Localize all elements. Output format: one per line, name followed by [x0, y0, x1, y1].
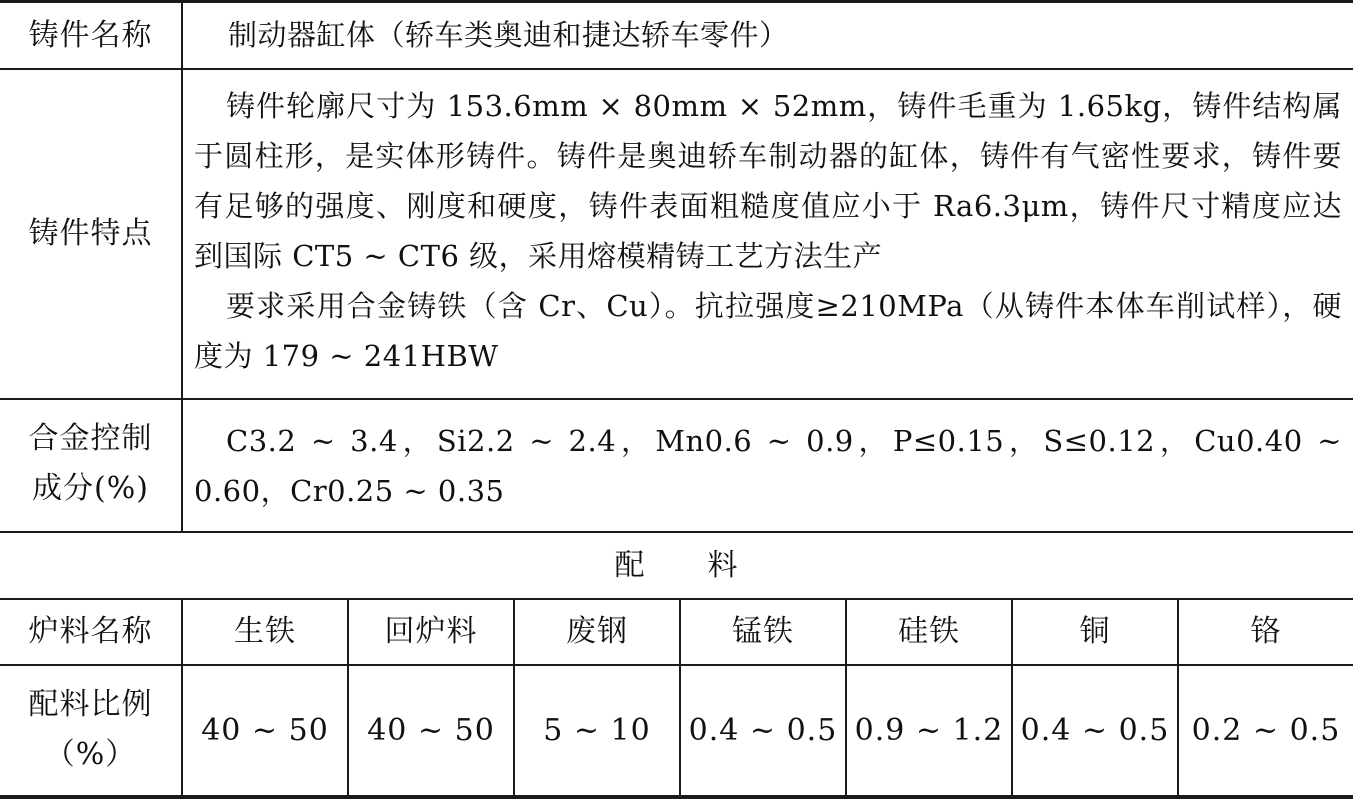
column-divider [181, 0, 183, 532]
table-bottom-border [0, 795, 1353, 799]
material-name: 硅铁 [898, 614, 960, 649]
material-name-cell [515, 600, 679, 664]
material-header-label [0, 600, 181, 664]
material-name-cell [1179, 600, 1353, 664]
composition-text: C3.2 ~ 3.4，Si2.2 ~ 2.4，Mn0.6 ~ 0.9，P≤0.15，S≤0.12，Cu0.40 ~ 0.60，Cr0.25 ~ 0.35 [194, 424, 1342, 508]
material-name-cell [349, 600, 513, 664]
ratio-value: 5 ~ 10 [543, 712, 651, 748]
ratio-cell [847, 666, 1011, 795]
composition-label [0, 414, 181, 524]
features-paragraph: 铸件轮廓尺寸为 153.6mm × 80mm × 52mm，铸件毛重为 1.65kg，铸件结构属于圆柱形，是实体形铸件。铸件是奥迪轿车制动器的缸体，铸件有气密性要求，铸件要有足够的强度、刚度和硬度，铸件表面粗糙度值应小于 Ra6.3μm，铸件尺寸精度应达到国际 CT5 ~ CT6 级，采用熔模精铸工艺方法生产 [194, 89, 1342, 273]
ratio-cell [183, 666, 347, 795]
material-name: 铬 [1250, 614, 1282, 649]
row-divider [0, 68, 1353, 70]
ratio-value: 0.9 ~ 1.2 [854, 712, 1004, 748]
composition-label-line: 成分(%) [32, 471, 149, 506]
composition-label-line: 合金控制 [28, 421, 153, 456]
casting-name-text: 制动器缸体（轿车类奥迪和捷达轿车零件） [228, 18, 789, 52]
casting-name-value [196, 10, 1346, 62]
ratio-cell [681, 666, 845, 795]
ratio-cell [1179, 666, 1353, 795]
ratio-value: 40 ~ 50 [201, 712, 329, 748]
material-name-cell [681, 600, 845, 664]
table-top-border [0, 0, 1353, 3]
material-name: 回炉料 [384, 614, 478, 649]
material-name-cell [183, 600, 347, 664]
row-divider [0, 398, 1353, 400]
material-name-cell [1013, 600, 1177, 664]
ratio-value: 0.4 ~ 0.5 [1020, 712, 1170, 748]
casting-features-label-text: 铸件特点 [28, 216, 153, 251]
ratio-cell [1013, 666, 1177, 795]
ratio-cell [515, 666, 679, 795]
ratio-label [0, 680, 181, 790]
material-name-cell [847, 600, 1011, 664]
ratio-label-line: （%） [44, 737, 137, 772]
casting-features-value [194, 81, 1342, 393]
ratio-value: 40 ~ 50 [367, 712, 495, 748]
material-name: 锰铁 [732, 614, 794, 649]
material-name: 铜 [1079, 614, 1111, 649]
composition-value [194, 416, 1342, 526]
ratio-value: 0.4 ~ 0.5 [688, 712, 838, 748]
ratio-label-line: 配料比例 [28, 687, 153, 722]
material-name: 生铁 [234, 614, 296, 649]
features-paragraph: 要求采用合金铸铁（含 Cr、Cu）。抗拉强度≥210MPa（从铸件本体车削试样），硬度为 179 ~ 241HBW [194, 289, 1342, 373]
casting-name-label [0, 3, 181, 68]
ratio-cell [349, 666, 513, 795]
casting-name-label-text: 铸件名称 [28, 17, 153, 53]
material-name: 废钢 [566, 614, 628, 649]
batching-title [0, 533, 1353, 598]
casting-features-label [0, 70, 181, 398]
ratio-value: 0.2 ~ 0.5 [1191, 712, 1341, 748]
batching-title-text: 配 料 [614, 547, 739, 583]
material-header-label-text: 炉料名称 [28, 614, 153, 649]
